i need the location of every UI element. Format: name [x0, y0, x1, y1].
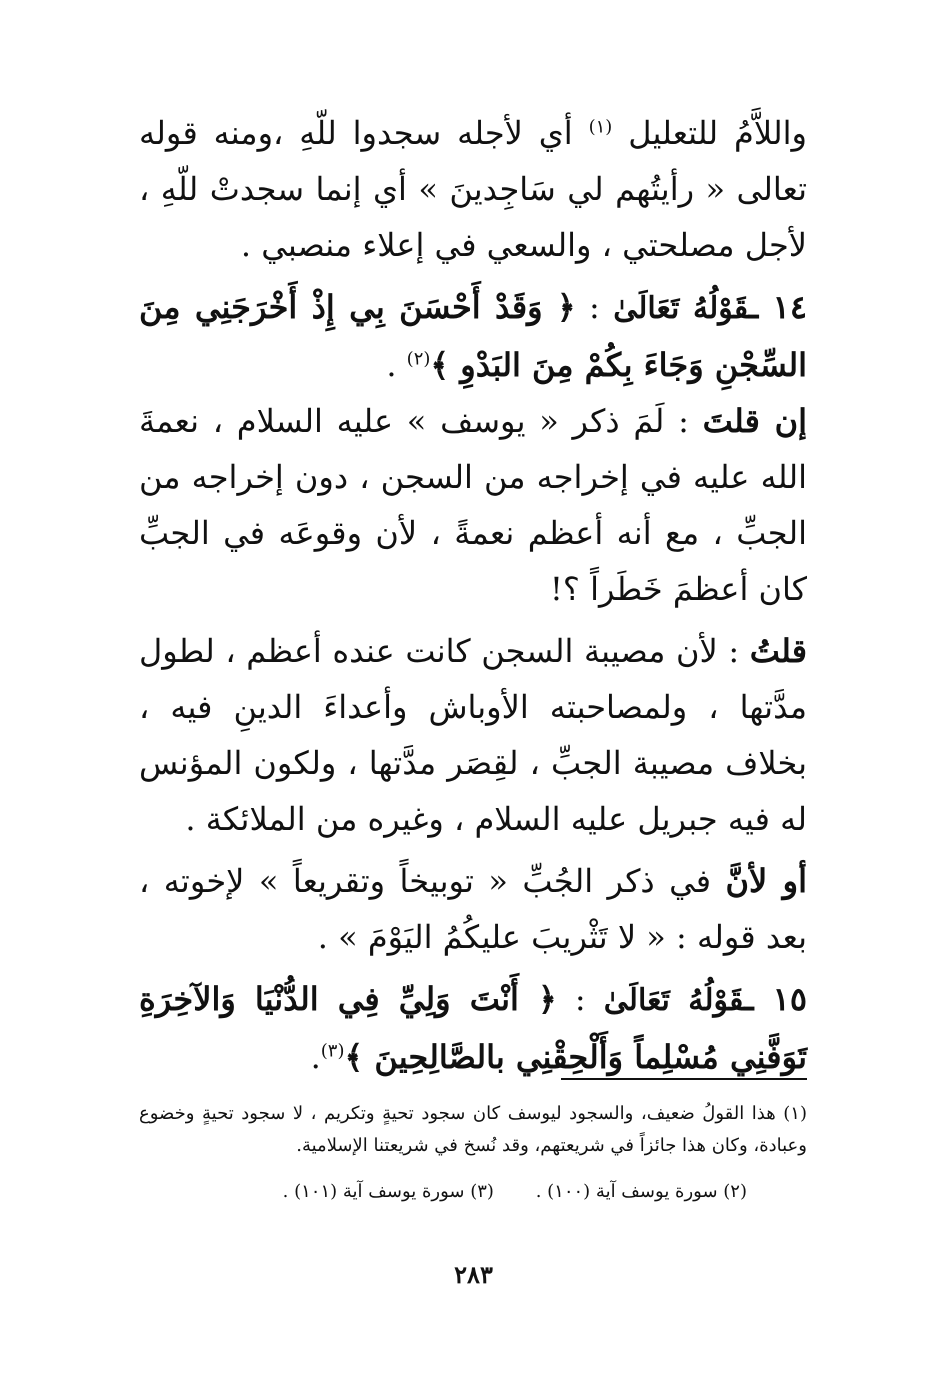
paragraph-text: : لَمَ ذكر « يوسف » عليه السلام ، نعمةَ الله عليه في إخراجه من السجن ، دون إخراجه من الجبِّ ، مع أنه أعظم نعمةً ، لأن وقوعَه في الجبِّ كان أعظمَ خَطَراً ؟!	[139, 402, 807, 608]
paragraph-text: واللاَّمُ للتعليل	[612, 114, 808, 152]
footnote-1: (١) هذا القولُ ضعيف، والسجود ليوسف كان سجود تحيةٍ وتكريم ، لا سجود تحيةٍ وخضوع وعبادة، وكان هذا جائزاً في شريعتهم، وقد نُسخ في شريعتنا الإسلامية.	[139, 1103, 807, 1156]
verse-colon: :	[575, 288, 614, 326]
paragraph-text-continued: أي لأجله سجدوا للّهِ ،ومنه قوله تعالى « رأيتُهم لي سَاجِدينَ » أي إنما سجدتْ للّهِ ، لأجل مصلحتي ، والسعي في إعلاء منصبي .	[139, 114, 807, 264]
paragraph-text: : لأن مصيبة السجن كانت عنده أعظم ، لطول مدَّتها ، ولمصاحبته الأوباش وأعداءَ الدينِ فيه ، بخلاف مصيبة الجبِّ ، لقِصَر مدَّتها ، ولكون المؤنس له فيه جبريل عليه السلام ، وغيره من الملائكة .	[139, 632, 807, 838]
page-body	[139, 105, 807, 1085]
footnote-ref-2: (٢)	[406, 348, 431, 370]
verse-colon: :	[556, 980, 604, 1018]
verse-heading: قَوْلُهُ تَعَالَىٰ	[613, 291, 749, 326]
paragraph-text: في ذكر الجُبِّ « توبيخاً وتقريعاً » لإخوته ، بعد قوله : « لا تَثْريبَ عليكُمُ اليَوْمَ » .	[139, 862, 807, 956]
footnotes-section	[139, 1078, 807, 1208]
footnote-3: (٣) سورة يوسف آية (١٠١) .	[282, 1181, 494, 1202]
footnote-row	[139, 1176, 807, 1208]
footnote-divider	[561, 1078, 807, 1080]
footnote-ref-1: (١)	[588, 116, 613, 138]
verse-heading: قَوْلُهُ تَعَالَىٰ	[603, 983, 745, 1018]
verse-end: .	[386, 346, 407, 384]
lead-phrase: أو لأنَّ	[725, 862, 808, 900]
verse-number: ١٥ ـ	[744, 980, 808, 1018]
quran-text: ﴿ وَقَدْ أَحْسَنَ بِي إِذْ أَخْرَجَنِي مِنَ السِّجْنِ وَجَاءَ بِكُمْ مِنَ البَدْوِ ﴾	[139, 288, 807, 384]
verse-end: .	[310, 1038, 321, 1076]
paragraph-lam-explanation	[139, 105, 807, 273]
footnote-2: (٢) سورة يوسف آية (١٠٠) .	[535, 1181, 747, 1202]
quran-text: ﴿ أَنْتَ وَلِيِّ فِي الدُّنْيَا وَالآخِرَةِ تَوَفَّنِي مُسْلِماً وَأَلْحِقْنِي بالصَّالِحِينَ ﴾	[139, 980, 807, 1076]
page-number: ٢٨٣	[454, 1260, 493, 1289]
paragraph-question	[139, 393, 807, 617]
paragraph-alternative	[139, 853, 807, 965]
verse-15	[139, 971, 807, 1085]
footnote-ref-3: (٣)	[320, 1040, 345, 1062]
verse-14	[139, 279, 807, 393]
lead-phrase: إن قلتَ	[702, 402, 807, 440]
verse-number: ١٤ ـ	[748, 288, 808, 326]
lead-phrase: قلتُ	[749, 632, 807, 670]
paragraph-answer	[139, 623, 807, 847]
